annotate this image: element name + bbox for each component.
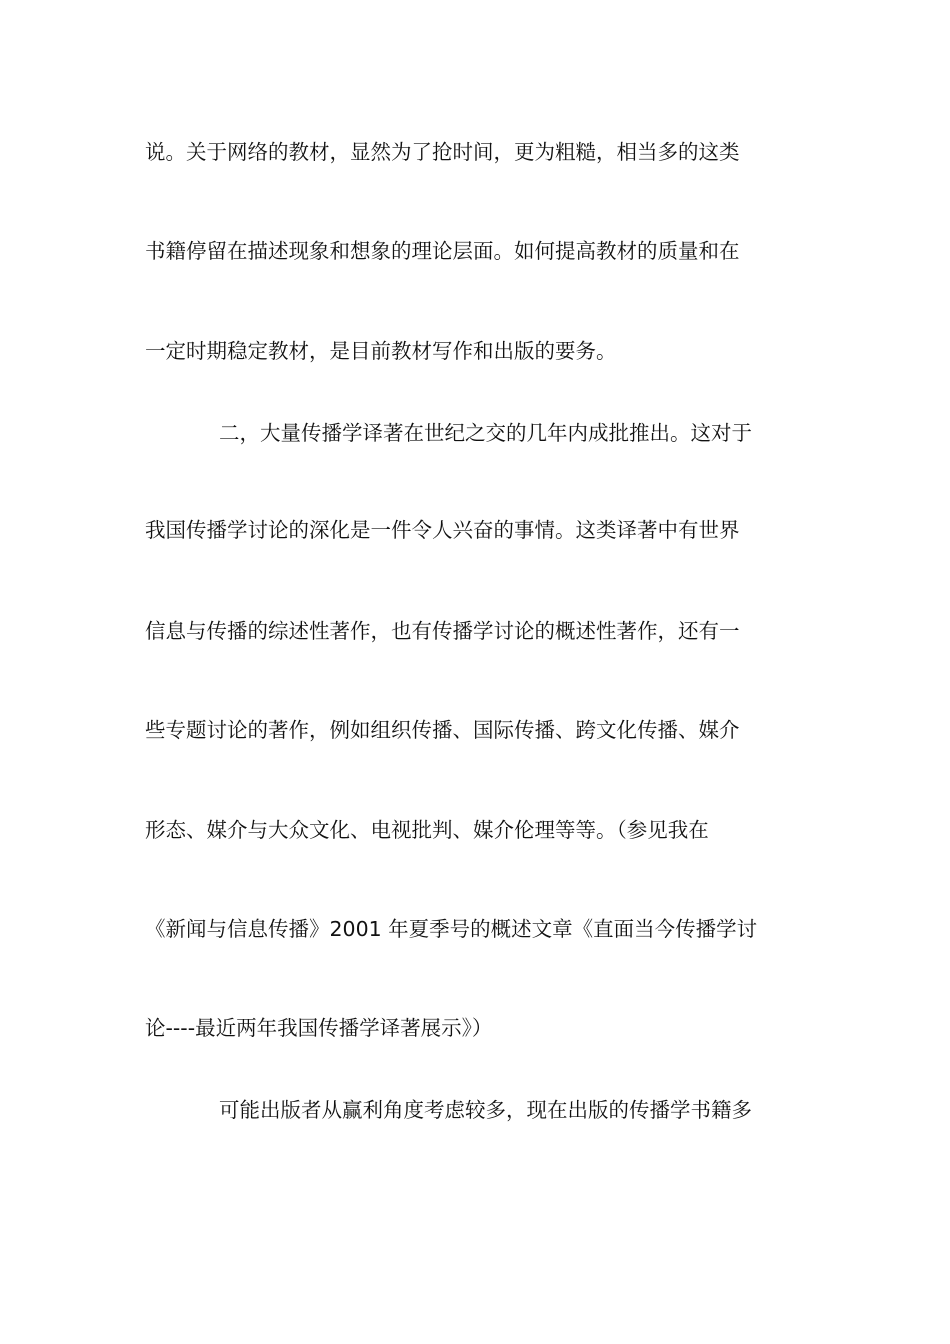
paragraph-line: 可能出版者从赢利角度考虑较多，现在出版的传播学书籍多	[219, 1098, 752, 1122]
paragraph-line: 二，大量传播学译著在世纪之交的几年内成批推出。这对于	[219, 421, 752, 445]
paragraph-line: 我国传播学讨论的深化是一件令人兴奋的事情。这类译著中有世界	[145, 518, 740, 542]
paragraph-line: 信息与传播的综述性著作，也有传播学讨论的概述性著作，还有一	[145, 619, 740, 643]
paragraph-line: 《新闻与信息传播》2001 年夏季号的概述文章《直面当今传播学讨	[145, 917, 758, 941]
paragraph-line: 一定时期稳定教材，是目前教材写作和出版的要务。	[145, 339, 617, 363]
paragraph-line: 说。关于网络的教材，显然为了抢时间，更为粗糙，相当多的这类	[145, 140, 740, 164]
paragraph-line: 书籍停留在描述现象和想象的理论层面。如何提高教材的质量和在	[145, 239, 740, 263]
paragraph-line: 形态、媒介与大众文化、电视批判、媒介伦理等等。（参见我在	[145, 818, 709, 842]
paragraph-line: 些专题讨论的著作，例如组织传播、国际传播、跨文化传播、媒介	[145, 718, 740, 742]
paragraph-line: 论----最近两年我国传播学译著展示》）	[145, 1016, 493, 1040]
